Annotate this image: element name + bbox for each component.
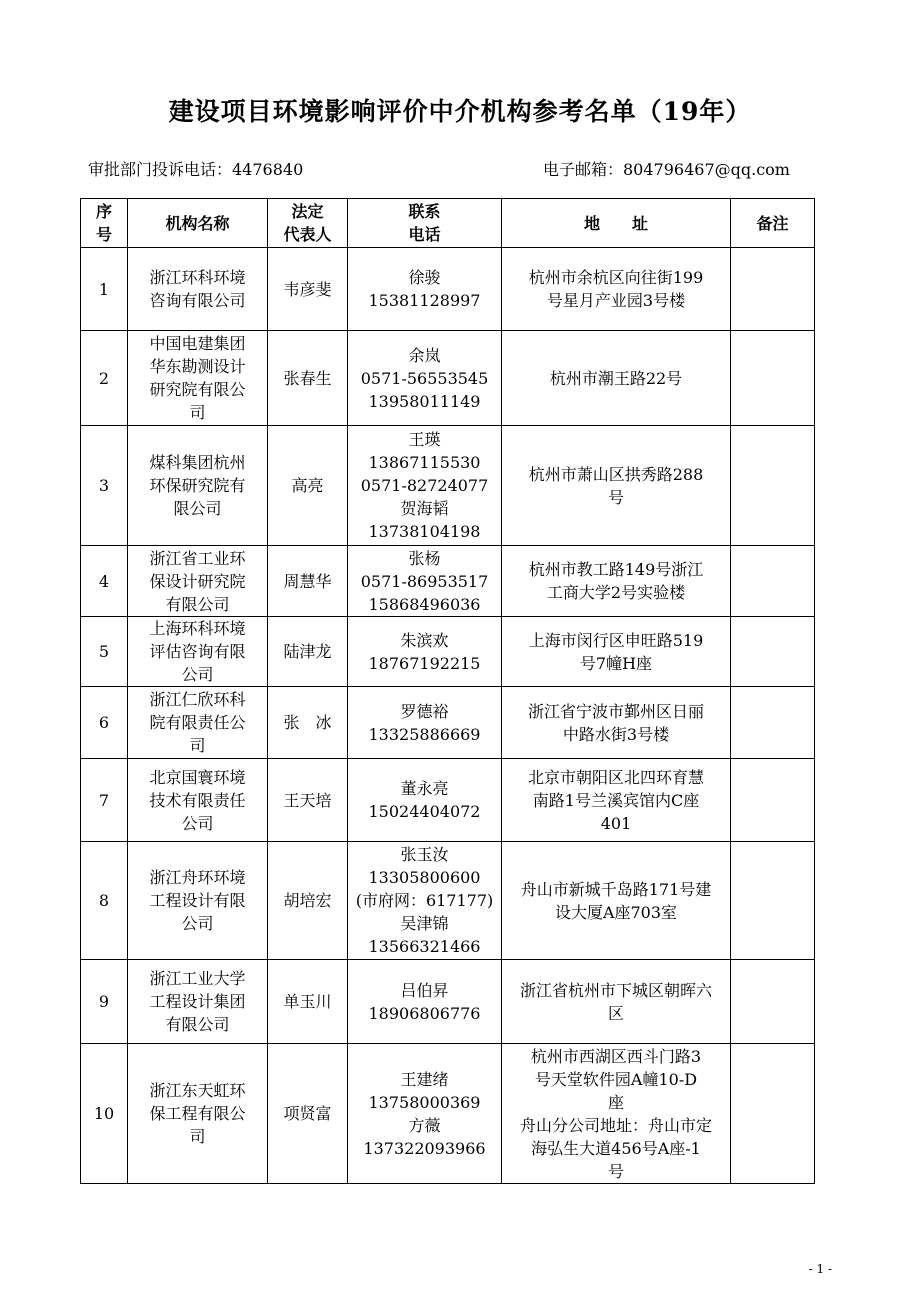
table-header-row <box>81 199 815 248</box>
cell-no: 5 <box>81 617 128 687</box>
complaint-phone: 审批部门投诉电话：4476840 <box>88 160 304 179</box>
header-no: 序 号 <box>81 199 128 248</box>
cell-rep: 韦彦斐 <box>268 248 348 331</box>
cell-name: 浙江环科环境 咨询有限公司 <box>128 248 268 331</box>
cell-no: 7 <box>81 759 128 842</box>
cell-rep: 张春生 <box>268 331 348 426</box>
cell-remark <box>731 617 815 687</box>
table-row <box>81 248 815 331</box>
cell-no: 10 <box>81 1044 128 1184</box>
table-row <box>81 1044 815 1184</box>
table-row <box>81 687 815 759</box>
cell-address: 杭州市西湖区西斗门路3 号天堂软件园A幢10-D 座 舟山分公司地址：舟山市定 海弘生大道456号A座-1 号 <box>502 1044 731 1184</box>
cell-address: 杭州市教工路149号浙江 工商大学2号实验楼 <box>502 546 731 617</box>
table-row <box>81 842 815 960</box>
cell-address: 杭州市潮王路22号 <box>502 331 731 426</box>
contact-email: 电子邮箱：804796467@qq.com <box>543 160 790 179</box>
table-row <box>81 426 815 546</box>
cell-name: 浙江工业大学 工程设计集团 有限公司 <box>128 960 268 1044</box>
cell-name: 浙江东天虹环 保工程有限公 司 <box>128 1044 268 1184</box>
cell-address: 杭州市萧山区拱秀路288 号 <box>502 426 731 546</box>
cell-rep: 项贤富 <box>268 1044 348 1184</box>
table-row <box>81 546 815 617</box>
cell-no: 3 <box>81 426 128 546</box>
cell-no: 4 <box>81 546 128 617</box>
cell-contact: 吕伯昇 18906806776 <box>348 960 502 1044</box>
cell-rep: 单玉川 <box>268 960 348 1044</box>
cell-no: 1 <box>81 248 128 331</box>
cell-address: 杭州市余杭区向往街199 号星月产业园3号楼 <box>502 248 731 331</box>
cell-address: 北京市朝阳区北四环育慧 南路1号兰溪宾馆内C座 401 <box>502 759 731 842</box>
table-row <box>81 331 815 426</box>
cell-address: 上海市闵行区申旺路519 号7幢H座 <box>502 617 731 687</box>
cell-remark <box>731 1044 815 1184</box>
cell-no: 6 <box>81 687 128 759</box>
cell-remark <box>731 248 815 331</box>
cell-contact: 张杨 0571-86953517 15868496036 <box>348 546 502 617</box>
cell-address: 舟山市新城千岛路171号建 设大厦A座703室 <box>502 842 731 960</box>
table-row <box>81 960 815 1044</box>
cell-rep: 王天培 <box>268 759 348 842</box>
cell-name: 浙江舟环环境 工程设计有限 公司 <box>128 842 268 960</box>
cell-rep: 高亮 <box>268 426 348 546</box>
cell-contact: 董永亮 15024404072 <box>348 759 502 842</box>
page-title: 建设项目环境影响评价中介机构参考名单（19年） <box>168 97 752 126</box>
cell-contact: 余岚 0571-56553545 13958011149 <box>348 331 502 426</box>
cell-contact: 张玉汝 13305800600 (市府网：617177) 吴津锦 13566321466 <box>348 842 502 960</box>
table-row <box>81 617 815 687</box>
cell-name: 上海环科环境 评估咨询有限 公司 <box>128 617 268 687</box>
cell-remark <box>731 759 815 842</box>
header-address: 地 址 <box>502 199 731 248</box>
cell-address: 浙江省杭州市下城区朝晖六 区 <box>502 960 731 1044</box>
cell-contact: 王瑛 13867115530 0571-82724077 贺海韬 13738104198 <box>348 426 502 546</box>
cell-name: 浙江仁欣环科 院有限责任公 司 <box>128 687 268 759</box>
cell-rep: 周慧华 <box>268 546 348 617</box>
cell-rep: 张 冰 <box>268 687 348 759</box>
cell-remark <box>731 331 815 426</box>
cell-remark <box>731 546 815 617</box>
cell-rep: 陆津龙 <box>268 617 348 687</box>
cell-no: 9 <box>81 960 128 1044</box>
cell-name: 中国电建集团 华东勘测设计 研究院有限公 司 <box>128 331 268 426</box>
cell-name: 浙江省工业环 保设计研究院 有限公司 <box>128 546 268 617</box>
cell-contact: 罗德裕 13325886669 <box>348 687 502 759</box>
header-remark: 备注 <box>731 199 815 248</box>
cell-no: 8 <box>81 842 128 960</box>
agency-table <box>80 198 815 1184</box>
header-name: 机构名称 <box>128 199 268 248</box>
cell-contact: 徐骏 15381128997 <box>348 248 502 331</box>
header-contact: 联系 电话 <box>348 199 502 248</box>
cell-remark <box>731 687 815 759</box>
cell-no: 2 <box>81 331 128 426</box>
cell-remark <box>731 842 815 960</box>
cell-remark <box>731 960 815 1044</box>
page-number: - 1 - <box>808 1262 832 1276</box>
cell-remark <box>731 426 815 546</box>
cell-rep: 胡培宏 <box>268 842 348 960</box>
cell-name: 北京国寰环境 技术有限责任 公司 <box>128 759 268 842</box>
cell-contact: 王建绪 13758000369 方薇 137322093966 <box>348 1044 502 1184</box>
cell-contact: 朱滨欢 18767192215 <box>348 617 502 687</box>
cell-address: 浙江省宁波市鄞州区日丽 中路水街3号楼 <box>502 687 731 759</box>
table-row <box>81 759 815 842</box>
cell-name: 煤科集团杭州 环保研究院有 限公司 <box>128 426 268 546</box>
header-rep: 法定 代表人 <box>268 199 348 248</box>
